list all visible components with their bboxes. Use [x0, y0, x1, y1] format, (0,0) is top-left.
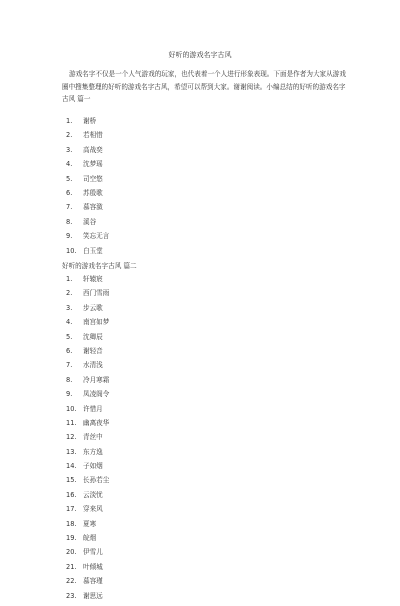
list-item-number: 7.: [66, 361, 73, 370]
list-item-text: 子如烟: [83, 462, 103, 471]
list-item-number: 22.: [66, 577, 77, 586]
list-item: [66, 318, 109, 332]
list-item-number: 8.: [66, 217, 73, 226]
list-item-number: 3.: [66, 145, 73, 154]
list-item: [66, 146, 109, 160]
list-item-text: 南宫如梦: [83, 318, 110, 327]
list-item-number: 7.: [66, 203, 73, 212]
list-item: [66, 476, 109, 490]
list-item-text: 谢轻音: [83, 346, 103, 355]
list-item: [66, 131, 109, 145]
list-item: [66, 347, 109, 361]
list-item-number: 17.: [66, 505, 77, 514]
list-item: [66, 419, 109, 433]
list-item: [66, 534, 109, 548]
list-item-number: 2.: [66, 131, 73, 140]
list-item-text: 高战奕: [83, 145, 103, 154]
list-item-number: 6.: [66, 346, 73, 355]
list-item: [66, 592, 109, 606]
list-item-text: 谢桥: [83, 117, 97, 125]
list-item: [66, 160, 109, 174]
list-item-text: 凤凌阁令: [83, 390, 110, 399]
list-item: [66, 405, 109, 419]
list-item-text: 云淡忧: [83, 490, 103, 499]
list-item-text: 夏寒: [83, 519, 97, 528]
list-item: [66, 548, 109, 562]
list-item-text: 穿来风: [83, 505, 103, 514]
list-item-number: 1.: [66, 117, 73, 125]
list-item-text: 叶倾城: [83, 562, 103, 571]
list-item-number: 13.: [66, 447, 77, 456]
list-item-text: 司空悠: [83, 174, 103, 183]
list-item-text: 水清浅: [83, 361, 103, 370]
list-item: [66, 376, 109, 390]
list-item-number: 12.: [66, 433, 77, 442]
list-item-number: 15.: [66, 476, 77, 485]
list-item: [66, 247, 109, 261]
list-item-text: 冷月寒霜: [83, 375, 110, 384]
list-item-text: 皖烟: [83, 534, 97, 543]
list-item-number: 3.: [66, 303, 73, 312]
list-item-number: 5.: [66, 332, 73, 341]
list-item-number: 4.: [66, 160, 73, 169]
list-item-text: 轩辕宸: [83, 275, 103, 283]
list-item-text: 许惜月: [83, 404, 103, 413]
list-item-number: 14.: [66, 462, 77, 471]
list-item-text: 长孙若尘: [83, 476, 110, 485]
list-item-text: 笑忘无言: [83, 232, 110, 241]
list-item-number: 1.: [66, 275, 73, 283]
intro-paragraph: 游戏名字不仅是一个人气游戏的玩家，也代表着一个人进行形象表现。下面是作者为大家从游戏圈中搜集整理的好听的游戏名字古风，希望可以帮到大家。谢谢阅读。小编总结的好听的游戏名字古风 篇一: [62, 70, 346, 104]
section-heading-2: 好听的游戏名字古风 篇二: [62, 262, 137, 270]
list-item: [66, 491, 109, 505]
list-item-number: 18.: [66, 519, 77, 528]
list-item-text: 幽离夜华: [83, 418, 110, 427]
list-item: [66, 577, 109, 591]
list-item-text: 若相惜: [83, 131, 103, 140]
name-list-1: [66, 117, 109, 261]
list-item: [66, 520, 109, 534]
name-list-2: [66, 275, 109, 606]
list-item-number: 11.: [66, 418, 77, 427]
list-item-number: 16.: [66, 490, 77, 499]
list-item-text: 谢思远: [83, 591, 103, 600]
list-item-number: 19.: [66, 534, 77, 543]
list-item-number: 10.: [66, 404, 77, 413]
document-title: 好听的游戏名字古风: [168, 51, 232, 59]
list-item-text: 慕容瑾: [83, 577, 103, 586]
list-item: [66, 232, 109, 246]
list-item: [66, 433, 109, 447]
list-item: [66, 175, 109, 189]
list-item: [66, 275, 109, 289]
list-item: [66, 462, 109, 476]
list-item-number: 10.: [66, 246, 77, 255]
list-item: [66, 117, 109, 131]
list-item-number: 23.: [66, 591, 77, 600]
list-item-number: 9.: [66, 232, 73, 241]
list-item-number: 21.: [66, 562, 77, 571]
list-item-text: 溪谷: [83, 217, 97, 226]
list-item-text: 慕容潋: [83, 203, 103, 212]
list-item-text: 沈卿辰: [83, 332, 103, 341]
list-item: [66, 203, 109, 217]
list-item-text: 苏殷歌: [83, 188, 103, 197]
list-item: [66, 189, 109, 203]
list-item-number: 8.: [66, 375, 73, 384]
list-item-number: 6.: [66, 188, 73, 197]
list-item-number: 5.: [66, 174, 73, 183]
list-item-text: 东方逸: [83, 447, 103, 456]
list-item-text: 步云歌: [83, 303, 103, 312]
list-item: [66, 333, 109, 347]
list-item-number: 4.: [66, 318, 73, 327]
list-item: [66, 448, 109, 462]
list-item-text: 白玉堂: [83, 246, 103, 255]
list-item: [66, 505, 109, 519]
list-item: [66, 289, 109, 303]
list-item-text: 西门雪雨: [83, 289, 110, 298]
list-item: [66, 218, 109, 232]
list-item-text: 青丝中: [83, 433, 103, 442]
list-item-text: 沈梦瑶: [83, 160, 103, 169]
list-item-text: 伊雪儿: [83, 548, 103, 557]
list-item-number: 2.: [66, 289, 73, 298]
list-item-number: 20.: [66, 548, 77, 557]
list-item: [66, 361, 109, 375]
list-item: [66, 304, 109, 318]
list-item: [66, 390, 109, 404]
list-item-number: 9.: [66, 390, 73, 399]
